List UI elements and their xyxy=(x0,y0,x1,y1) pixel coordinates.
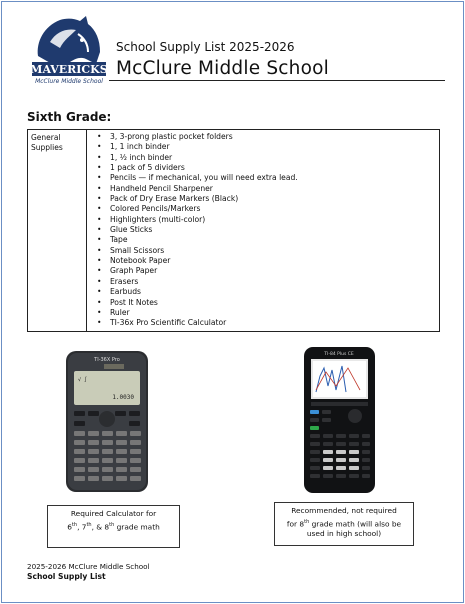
list-item: • TI-36x Pro Scientific Calculator xyxy=(97,318,439,328)
ti-36x-pro-calculator-image xyxy=(62,349,152,494)
list-item: • Notebook Paper xyxy=(97,256,439,266)
list-item: • Ruler xyxy=(97,308,439,318)
list-item: • 1, ½ inch binder xyxy=(97,153,439,163)
list-item: • 1 pack of 5 dividers xyxy=(97,163,439,173)
mavericks-logo xyxy=(30,12,108,90)
list-item: • Post It Notes xyxy=(97,298,439,308)
calc2-caption-line3: used in high school) xyxy=(306,529,382,539)
category-label: General Supplies xyxy=(31,133,63,152)
svg-text:√ ∫: √ ∫ xyxy=(78,377,88,383)
list-item: • Graph Paper xyxy=(97,266,439,276)
category-cell xyxy=(28,130,87,332)
logo-title: MAVERICKS xyxy=(30,63,108,76)
calc1-caption xyxy=(47,505,180,548)
calc1-caption-line1: Required Calculator for xyxy=(70,509,157,518)
list-item: • Erasers xyxy=(97,277,439,287)
list-item: • Earbuds xyxy=(97,287,439,297)
school-name: McClure Middle School xyxy=(116,58,329,79)
list-item: • Pack of Dry Erase Markers (Black) xyxy=(97,194,439,204)
items-cell xyxy=(87,130,440,332)
logo-subtitle: McClure Middle School xyxy=(35,78,103,85)
calc2-caption xyxy=(274,502,414,546)
list-item: • Handheld Pencil Sharpener xyxy=(97,184,439,194)
calc2-caption-line2: for 8th grade math (will also be xyxy=(286,518,402,528)
calc1-screen-value: 1.0030 xyxy=(112,394,134,401)
list-item: • Highlighters (multi-color) xyxy=(97,215,439,225)
list-item: • Tape xyxy=(97,235,439,245)
table-row xyxy=(28,130,440,332)
supply-table xyxy=(27,129,440,332)
ti-84-plus-ce-calculator-image xyxy=(302,346,377,494)
grade-heading: Sixth Grade: xyxy=(27,110,112,124)
header-rule xyxy=(109,80,445,81)
calc2-caption-line1: Recommended, not required xyxy=(291,506,397,515)
supply-items-list xyxy=(87,132,439,329)
list-item: • Pencils — if mechanical, you will need extra lead. xyxy=(97,173,439,183)
list-item: • Colored Pencils/Markers xyxy=(97,204,439,214)
calc2-model-label: TI-84 Plus CE xyxy=(324,352,354,357)
footer-school-year: 2025-2026 McClure Middle School xyxy=(27,562,150,571)
list-item: • Glue Sticks xyxy=(97,225,439,235)
footer-title: School Supply List xyxy=(27,572,106,581)
calc1-model-label: TI-36X Pro xyxy=(94,357,120,363)
list-item: • 3, 3-prong plastic pocket folders xyxy=(97,132,439,142)
list-item: • 1, 1 inch binder xyxy=(97,142,439,152)
list-item: • Small Scissors xyxy=(97,246,439,256)
page-subtitle: School Supply List 2025-2026 xyxy=(116,40,295,54)
calc1-caption-line2: 6th, 7th, & 8th grade math xyxy=(67,521,160,531)
